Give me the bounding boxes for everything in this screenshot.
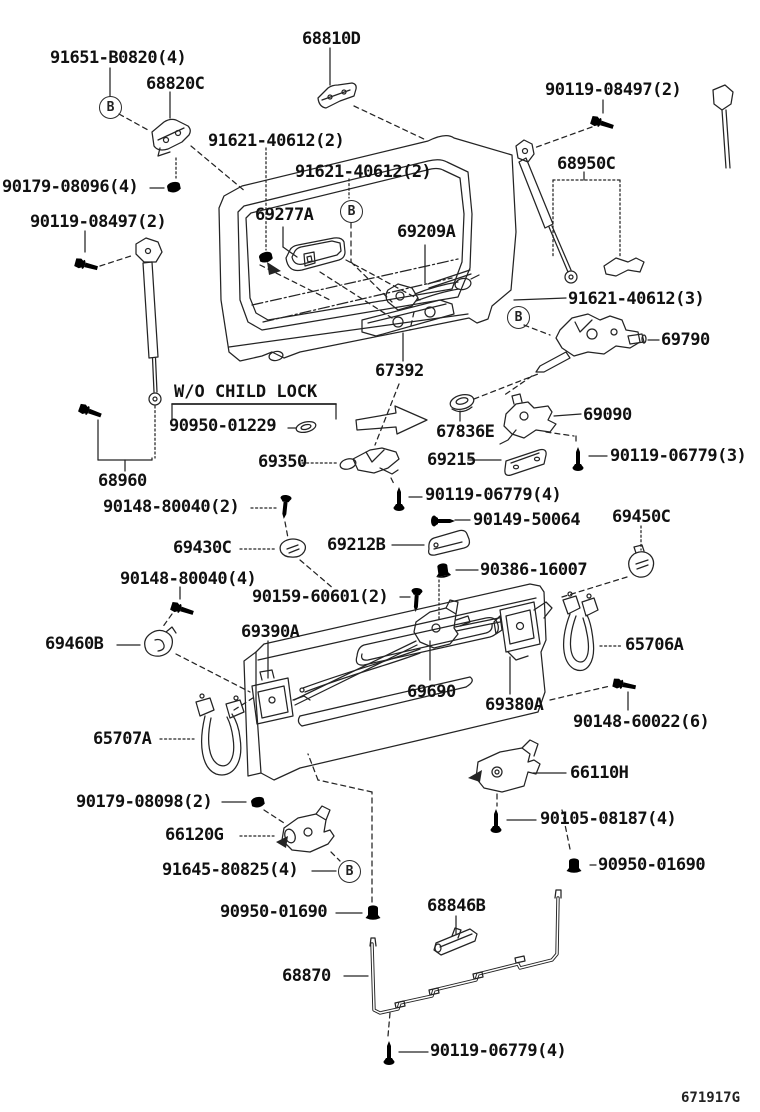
label-90148-80040-2: 90148-80040(2)	[103, 497, 240, 517]
label-90179-08098: 90179-08098(2)	[76, 792, 213, 812]
callout-b-4: B	[338, 860, 361, 883]
label-90148-60022: 90148-60022(6)	[573, 712, 710, 732]
label-69277a: 69277A	[255, 205, 314, 225]
label-69450c: 69450C	[612, 507, 671, 527]
label-91621-40612-c: 91621-40612(3)	[568, 289, 705, 309]
label-65707a: 65707A	[93, 729, 152, 749]
label-90119-08497-b: 90119-08497(2)	[30, 212, 167, 232]
label-65706a: 65706A	[625, 635, 684, 655]
label-90119-06779-4b: 90119-06779(4)	[430, 1041, 567, 1061]
label-69790: 69790	[661, 330, 710, 350]
callout-b-2: B	[340, 200, 363, 223]
label-90105-08187: 90105-08187(4)	[540, 809, 677, 829]
label-90179-08096: 90179-08096(4)	[2, 177, 139, 197]
label-68846b: 68846B	[427, 896, 486, 916]
label-90149-50064: 90149-50064	[473, 510, 581, 530]
label-90386-16007: 90386-16007	[480, 560, 588, 580]
label-69380a: 69380A	[485, 695, 544, 715]
label-90119-06779-3: 90119-06779(3)	[610, 446, 747, 466]
label-69215: 69215	[427, 450, 476, 470]
label-69090: 69090	[583, 405, 632, 425]
label-90119-06779-4a: 90119-06779(4)	[425, 485, 562, 505]
label-69460b: 69460B	[45, 634, 104, 654]
label-69209a: 69209A	[397, 222, 456, 242]
label-90159-60601: 90159-60601(2)	[252, 587, 389, 607]
label-69690: 69690	[407, 682, 456, 702]
callout-b-3: B	[507, 306, 530, 329]
label-69212b: 69212B	[327, 535, 386, 555]
label-90950-01229: 90950-01229	[169, 416, 277, 436]
label-91651-b0820: 91651-B0820(4)	[50, 48, 187, 68]
label-91621-40612-a: 91621-40612(2)	[208, 131, 345, 151]
label-67392: 67392	[375, 361, 424, 381]
label-90148-80040-4: 90148-80040(4)	[120, 569, 257, 589]
label-66110h: 66110H	[570, 763, 629, 783]
label-68960: 68960	[98, 471, 147, 491]
note-wo-child-lock: W/O CHILD LOCK	[174, 382, 318, 402]
label-68810d: 68810D	[302, 29, 361, 49]
label-90950-01690-b: 90950-01690	[220, 902, 328, 922]
label-69390a: 69390A	[241, 622, 300, 642]
label-90119-08497-a: 90119-08497(2)	[545, 80, 682, 100]
label-68950c: 68950C	[557, 154, 616, 174]
label-91645-80825: 91645-80825(4)	[162, 860, 299, 880]
label-91621-40612-b: 91621-40612(2)	[295, 162, 432, 182]
figure-code: 671917G	[681, 1090, 741, 1106]
label-68820c: 68820C	[146, 74, 205, 94]
label-67836e: 67836E	[436, 422, 495, 442]
label-69430c: 69430C	[173, 538, 232, 558]
label-90950-01690-a: 90950-01690	[598, 855, 706, 875]
callout-b-1: B	[99, 96, 122, 119]
label-69350: 69350	[258, 452, 307, 472]
label-66120g: 66120G	[165, 825, 224, 845]
label-68870: 68870	[282, 966, 331, 986]
